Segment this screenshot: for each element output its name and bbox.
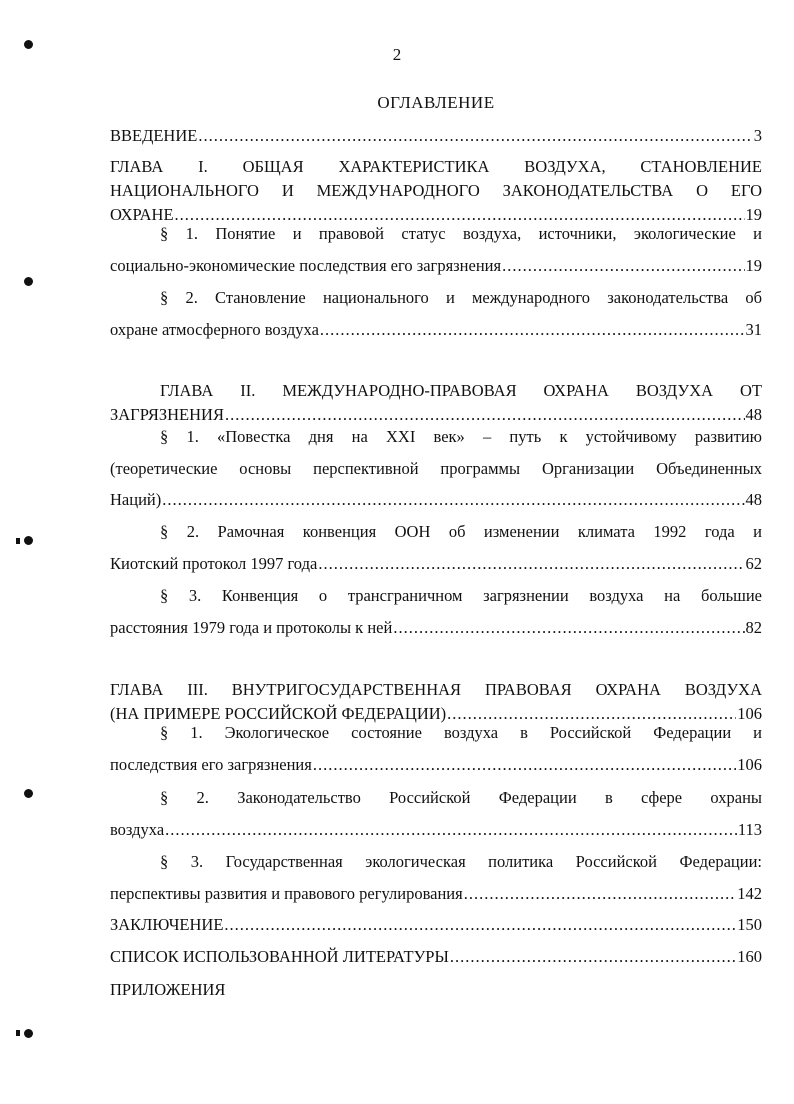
- leader-dots: [165, 814, 737, 846]
- toc-title: ОГЛАВЛЕНИЕ: [377, 93, 495, 112]
- entry-title-line: (теоретические основы перспективной программы Организации Объединенных: [110, 458, 762, 478]
- leader-dots: [393, 612, 744, 644]
- binding-hole-mark: [24, 1029, 33, 1038]
- entry-title-line: § 1. «Повестка дня на XXI век» – путь к устойчивому развитию: [160, 427, 762, 446]
- entry-title-line: (НА ПРИМЕРЕ РОССИЙСКОЙ ФЕДЕРАЦИИ): [110, 704, 447, 723]
- entry-title-line: § 3. Конвенция о трансграничном загрязнении воздуха на большие: [160, 586, 762, 605]
- leader-dots: [464, 878, 737, 910]
- entry-page: 142: [737, 883, 762, 903]
- entry-title-line: ГЛАВА III. ВНУТРИГОСУДАРСТВЕННАЯ ПРАВОВАЯ ОХРАНА ВОЗДУХА: [110, 680, 762, 699]
- entry-title: ПРИЛОЖЕНИЯ: [110, 980, 226, 999]
- entry-page: 19: [745, 255, 762, 275]
- entry-title-line: воздуха: [110, 819, 165, 839]
- toc-entry-section-2-2: [110, 516, 762, 579]
- entry-title-line: расстояния 1979 года и протоколы к ней: [110, 617, 393, 637]
- entry-page: 3: [753, 126, 762, 145]
- leader-dots: [318, 548, 744, 580]
- entry-title-line: § 1. Экологическое состояние воздуха в Российской Федерации и: [160, 723, 762, 742]
- entry-title-line: § 2. Рамочная конвенция ООН об изменении климата 1992 года и: [160, 522, 762, 541]
- entry-title-line: § 2. Становление национального и международного законодательства об: [160, 288, 762, 307]
- toc-entry-section-3-2: [110, 782, 762, 845]
- entry-title-line: последствия его загрязнения: [110, 754, 312, 774]
- toc-entry-section-1-1: [110, 218, 762, 281]
- toc-entry-section-2-3: [110, 580, 762, 643]
- entry-page: 31: [745, 319, 762, 339]
- leader-dots: [162, 484, 744, 516]
- entry-title-line: Наций): [110, 490, 162, 509]
- binding-hole-mark: [24, 277, 33, 286]
- entry-title-line: НАЦИОНАЛЬНОГО И МЕЖДУНАРОДНОГО ЗАКОНОДАТЕЛЬСТВА О ЕГО: [110, 181, 762, 200]
- entry-page: 106: [737, 754, 762, 774]
- entry-page: 48: [745, 490, 762, 509]
- toc-entry-section-3-1: [110, 717, 762, 780]
- entry-title-line: ЗАГРЯЗНЕНИЯ: [110, 405, 224, 424]
- entry-title-line: Киотский протокол 1997 года: [110, 553, 318, 573]
- entry-title-line: ГЛАВА II. МЕЖДУНАРОДНО-ПРАВОВАЯ ОХРАНА ВОЗДУХА ОТ: [160, 381, 762, 400]
- toc-entry-appendix: [110, 974, 762, 1006]
- entry-title: ВВЕДЕНИЕ: [110, 126, 198, 145]
- leader-dots: [320, 314, 745, 346]
- entry-title-line: ОХРАНЕ: [110, 205, 174, 224]
- entry-title: СПИСОК ИСПОЛЬЗОВАННОЙ ЛИТЕРАТУРЫ: [110, 947, 449, 966]
- entry-title-line: социально-экономические последствия его загрязнения: [110, 255, 502, 275]
- entry-title-line: § 2. Законодательство Российской Федерации в сфере охраны: [160, 788, 762, 807]
- entry-title-line: ГЛАВА I. ОБЩАЯ ХАРАКТЕРИСТИКА ВОЗДУХА, СТАНОВЛЕНИЕ: [110, 157, 762, 176]
- entry-page: 82: [745, 617, 762, 637]
- toc-entry-section-3-3: [110, 846, 762, 909]
- leader-dots: [198, 124, 752, 148]
- toc-entry-chapter-1: [110, 155, 762, 227]
- entry-page: 62: [745, 553, 762, 573]
- leader-dots: [313, 749, 736, 781]
- toc-entry-intro: [110, 124, 762, 148]
- entry-page: 113: [737, 819, 762, 839]
- entry-page: 19: [745, 205, 762, 224]
- leader-dots: [502, 250, 744, 282]
- entry-title-line: § 3. Государственная экологическая политика Российской Федерации:: [160, 852, 762, 871]
- binding-hole-mark: [24, 789, 33, 798]
- toc-entry-conclusion: [110, 909, 762, 941]
- entry-title-line: § 1. Понятие и правовой статус воздуха, источники, экологические и: [160, 224, 762, 243]
- entry-page: 160: [737, 947, 762, 966]
- toc-entry-section-2-1: [110, 421, 762, 516]
- entry-title-line: перспективы развития и правового регулирования: [110, 883, 463, 903]
- toc-entry-section-1-2: [110, 282, 762, 345]
- entry-page: 150: [737, 915, 762, 934]
- toc-entry-bibliography: [110, 941, 762, 973]
- entry-page: 48: [745, 405, 762, 424]
- binding-tick-mark: [16, 1030, 20, 1036]
- entry-title: ЗАКЛЮЧЕНИЕ: [110, 915, 224, 934]
- binding-tick-mark: [16, 538, 20, 544]
- entry-title-line: охране атмосферного воздуха: [110, 319, 319, 339]
- leader-dots: [450, 941, 736, 973]
- entry-page: 106: [737, 704, 762, 723]
- page-number: 2: [392, 45, 402, 64]
- leader-dots: [224, 909, 736, 941]
- binding-hole-mark: [24, 536, 33, 545]
- toc-entry-chapter-2: [110, 379, 762, 427]
